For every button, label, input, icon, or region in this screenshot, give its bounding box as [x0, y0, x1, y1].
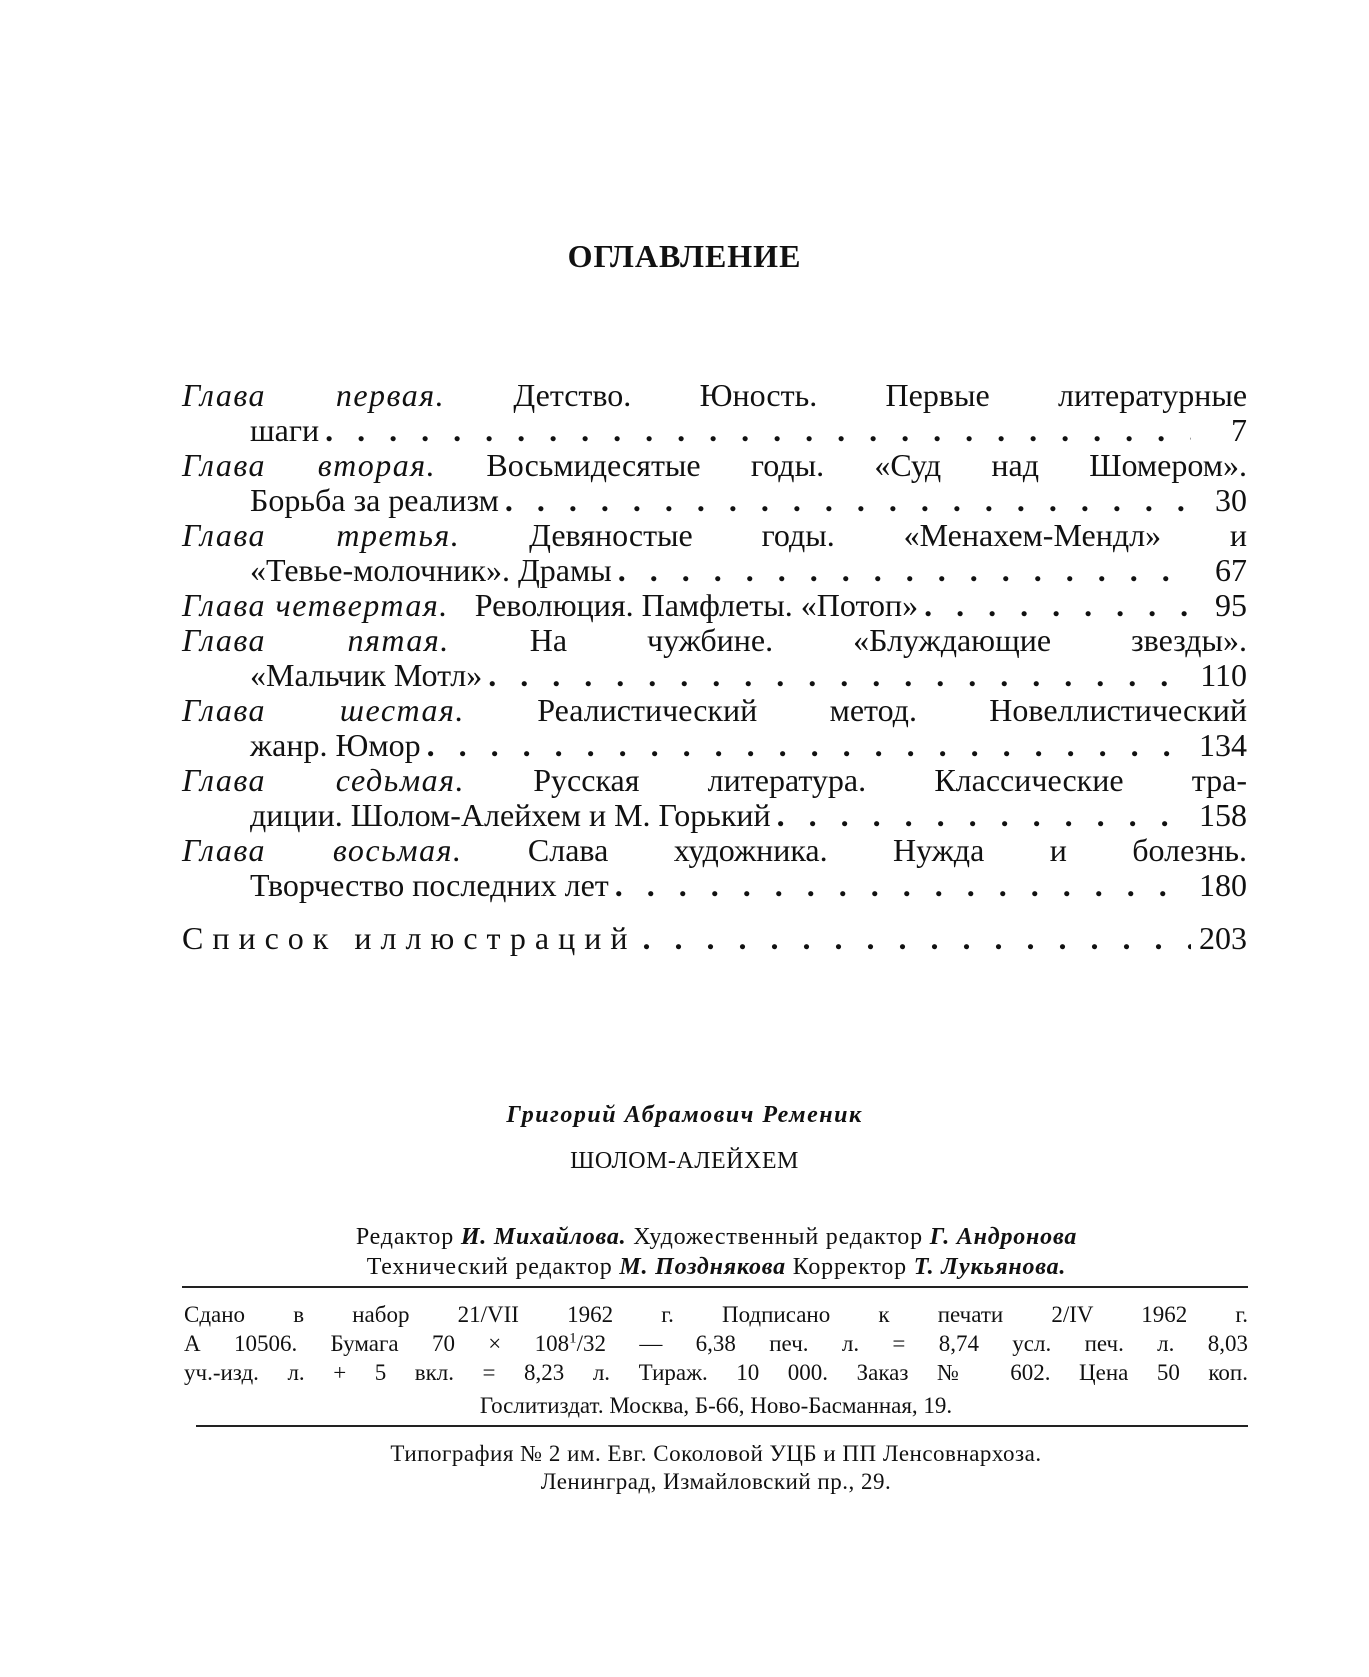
- chapter-title-continued: Творчество последних лет: [250, 867, 609, 903]
- toc-entry-second-line: [182, 798, 1247, 833]
- chapter-label: Глава четвертая.: [182, 587, 449, 623]
- toc-entry-single-line: [182, 921, 1247, 956]
- toc-entry-first-line: [182, 448, 1247, 483]
- toc-entry[interactable]: [182, 448, 1247, 518]
- dot-leader: [618, 553, 1191, 588]
- page-number: 7: [1231, 412, 1247, 448]
- corrector-role: Корректор: [792, 1254, 907, 1280]
- imprint-block: [184, 1300, 1248, 1420]
- page-number: 158: [1199, 797, 1247, 833]
- editors-line: [184, 1222, 1249, 1252]
- publisher-line: Гослитиздат. Москва, Б-66, Ново-Басманная, 19.: [479, 1393, 953, 1418]
- dot-leader: [642, 921, 1191, 956]
- toc-entry-second-line: [182, 868, 1247, 903]
- page-number: 110: [1200, 657, 1247, 693]
- page-number: 30: [1215, 482, 1247, 518]
- toc-entry[interactable]: [182, 693, 1247, 763]
- chapter-title-continued: жанр. Юмор: [250, 727, 421, 763]
- dot-leader: [325, 413, 1191, 448]
- toc-entry-second-line: [182, 483, 1247, 518]
- editor-name: И. Михайлова.: [460, 1224, 627, 1250]
- dot-leader: [505, 483, 1191, 518]
- chapter-title: Детство. Юность. Первые литературные: [513, 377, 1248, 413]
- book-title: ШОЛОМ-АЛЕЙХЕМ: [570, 1148, 799, 1174]
- page-number: 180: [1199, 867, 1247, 903]
- chapter-label: Глава восьмая.: [182, 832, 463, 868]
- toc-entry[interactable]: [182, 623, 1247, 693]
- dot-leader: [488, 658, 1191, 693]
- dot-leader: [924, 588, 1191, 623]
- editors-block: [184, 1222, 1249, 1282]
- toc-entry[interactable]: [182, 378, 1247, 448]
- page-number: 134: [1199, 727, 1247, 763]
- toc-entry-second-line: [182, 413, 1247, 448]
- chapter-title: Реалистический метод. Новеллистический: [537, 692, 1247, 728]
- chapter-title-continued: шаги: [250, 412, 320, 448]
- page-number: 67: [1215, 552, 1247, 588]
- chapter-title: Восьмидесятые годы. «Суд над Шомером».: [486, 447, 1248, 483]
- chapter-label: Глава седьмая.: [182, 762, 465, 798]
- toc-entry-first-line: [182, 518, 1247, 553]
- editor-role: Редактор: [355, 1224, 454, 1250]
- printing-line: Ленинград, Измайловский пр., 29.: [540, 1469, 892, 1494]
- chapter-title: Слава художника. Нужда и болезнь.: [527, 832, 1248, 868]
- toc-entry-first-line: [182, 378, 1247, 413]
- imprint-text: /32 — 6,38 печ. л. = 8,74 усл. печ. л. 8,03: [576, 1331, 1248, 1356]
- editors-line: [184, 1252, 1249, 1282]
- toc-entry-first-line: [182, 693, 1247, 728]
- page-number: 203: [1199, 920, 1247, 956]
- toc-entry-second-line: [182, 553, 1247, 588]
- printing-block: [184, 1440, 1248, 1496]
- toc-entry-first-line: [182, 833, 1247, 868]
- chapter-title-continued: «Мальчик Мотл»: [250, 657, 483, 693]
- chapter-label: Глава вторая.: [182, 447, 437, 483]
- toc-entry-first-line: [182, 763, 1247, 798]
- divider: [196, 1425, 1248, 1427]
- chapter-label: Глава первая.: [182, 377, 446, 413]
- chapter-title-continued: Борьба за реализм: [250, 482, 499, 518]
- toc-entry-illustrations[interactable]: [182, 921, 1247, 956]
- illustrations-label: Список иллюстраций: [182, 920, 637, 956]
- dot-leader: [777, 798, 1191, 833]
- toc-entry-first-line: [182, 623, 1247, 658]
- tech-editor-role: Технический редактор: [366, 1254, 613, 1280]
- toc-entry[interactable]: [182, 518, 1247, 588]
- imprint-superscript: 1: [569, 1330, 577, 1347]
- toc-entry-second-line: [182, 728, 1247, 763]
- toc-entry[interactable]: [182, 833, 1247, 903]
- chapter-label: Глава третья.: [182, 517, 461, 553]
- page-number: 95: [1215, 587, 1247, 623]
- chapter-title: На чужбине. «Блуждающие звезды».: [529, 622, 1248, 658]
- chapter-title-continued: диции. Шолом-Алейхем и М. Горький: [250, 797, 771, 833]
- tech-editor-name: М. Позднякова: [619, 1254, 786, 1280]
- toc-entry-second-line: [182, 658, 1247, 693]
- chapter-title: Русская литература. Классические тра-: [533, 762, 1248, 798]
- author-name: Григорий Абрамович Ременик: [506, 1102, 863, 1128]
- printing-line: Типография № 2 им. Евг. Соколовой УЦБ и ПП Ленсовнархоза.: [390, 1441, 1042, 1466]
- chapter-title-continued: «Тевье-молочник». Драмы: [250, 552, 612, 588]
- toc-entry[interactable]: [182, 763, 1247, 833]
- toc-entry-single-line: [182, 588, 1247, 623]
- chapter-title: Девяностые годы. «Менахем-Мендл» и: [529, 517, 1248, 553]
- imprint-text: А 10506. Бумага 70 × 108: [184, 1331, 570, 1356]
- table-of-contents: [182, 378, 1247, 956]
- chapter-label: Глава пятая.: [182, 622, 450, 658]
- corrector-name: Т. Лукьянова.: [913, 1254, 1067, 1280]
- imprint-line: [184, 1329, 1248, 1358]
- toc-entry[interactable]: [182, 588, 1247, 623]
- art-editor-role: Художественный редактор: [633, 1224, 923, 1250]
- toc-title: ОГЛАВЛЕНИЕ: [567, 238, 802, 274]
- art-editor-name: Г. Андронова: [929, 1224, 1078, 1250]
- imprint-line: Сдано в набор 21/VII 1962 г. Подписано к печати 2/IV 1962 г.: [184, 1302, 1248, 1327]
- chapter-title: Революция. Памфлеты. «Потоп»: [474, 587, 919, 623]
- divider: [182, 1286, 1248, 1288]
- imprint-line: уч.-изд. л. + 5 вкл. = 8,23 л. Тираж. 10 000. Заказ № 602. Цена 50 коп.: [184, 1360, 1248, 1385]
- dot-leader: [427, 728, 1191, 763]
- chapter-label: Глава шестая.: [182, 692, 465, 728]
- dot-leader: [615, 868, 1191, 903]
